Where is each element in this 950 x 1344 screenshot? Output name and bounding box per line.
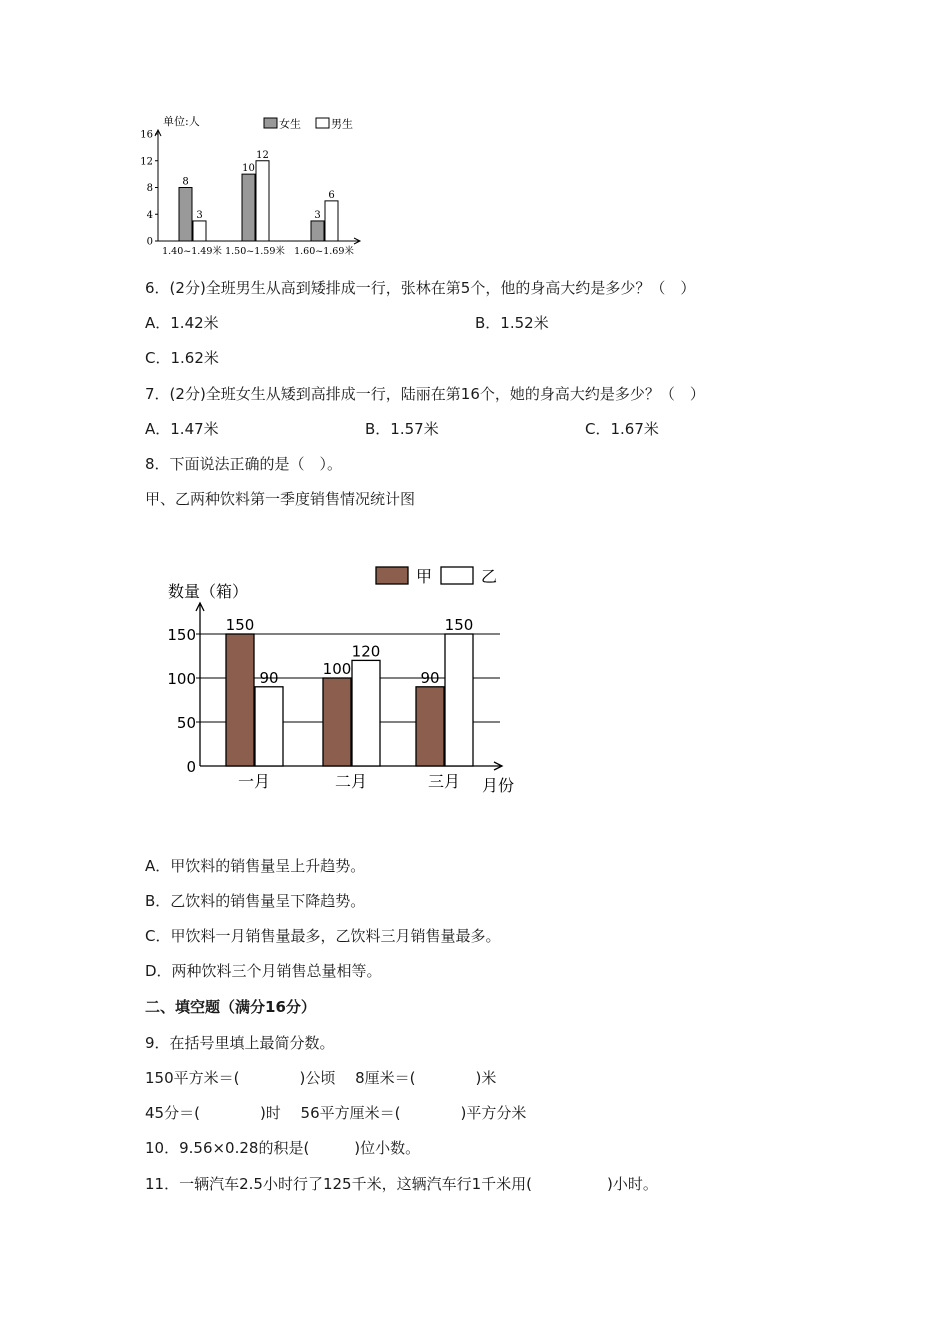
x-tick-label: 1.60~1.69米	[294, 246, 354, 257]
y-tick-label: 0	[146, 236, 153, 248]
legend-swatch	[316, 118, 329, 128]
q9-line-1: 150平方米＝( )公顷 8厘米＝( )米	[145, 1069, 497, 1087]
bar	[255, 687, 283, 766]
q9-line-2: 45分＝( )时 56平方厘米＝( )平方分米	[145, 1104, 527, 1122]
q8-option-c: C．甲饮料一月销售量最多，乙饮料三月销售量最多。	[145, 927, 501, 945]
y-axis-label: 数量（箱）	[168, 582, 249, 601]
q6-option-a: A．1.42米	[145, 314, 219, 332]
sales-bar-chart	[160, 555, 530, 800]
question-10: 10．9.56×0.28的积是( )位小数。	[145, 1139, 421, 1157]
bar	[445, 634, 473, 766]
legend-swatch	[441, 567, 473, 584]
bar	[242, 174, 255, 241]
y-tick-label: 16	[140, 129, 153, 141]
y-tick-label: 0	[186, 758, 196, 776]
legend-label: 女生	[279, 117, 301, 131]
q8-option-a: A．甲饮料的销售量呈上升趋势。	[145, 857, 366, 875]
bar-value-label: 150	[225, 616, 255, 634]
bar	[416, 687, 444, 766]
x-axis-label: 月份	[482, 776, 515, 795]
q8-option-d: D．两种饮料三个月销售总量相等。	[145, 962, 382, 980]
bar-value-label: 6	[328, 189, 335, 201]
legend-label: 男生	[331, 117, 353, 131]
x-tick-label: 1.50~1.59米	[225, 246, 285, 257]
bar-value-label: 3	[196, 209, 203, 221]
x-tick-label: 三月	[427, 772, 461, 791]
bar	[226, 634, 254, 766]
bar	[256, 161, 269, 241]
x-tick-label: 二月	[334, 772, 368, 791]
y-tick-label: 8	[146, 183, 153, 194]
chart2-title: 甲、乙两种饮料第一季度销售情况统计图	[145, 490, 416, 508]
x-tick-label: 一月	[237, 772, 271, 791]
question-7: 7．(2分)全班女生从矮到高排成一行，陆丽在第16个，她的身高大约是多少？（ ）	[145, 385, 705, 403]
bar-value-label: 8	[182, 176, 189, 188]
question-11: 11．一辆汽车2.5小时行了125千米，这辆汽车行1千米用( )小时。	[145, 1175, 658, 1193]
y-tick-label: 100	[167, 670, 196, 688]
y-tick-label: 50	[176, 714, 196, 732]
bar-value-label: 150	[444, 616, 474, 634]
section-heading: 二、填空题（满分16分）	[145, 998, 316, 1016]
bar-value-label: 90	[420, 668, 440, 687]
y-tick-label: 150	[167, 626, 196, 644]
q7-option-c: C．1.67米	[585, 420, 659, 438]
bar-value-label: 3	[314, 209, 321, 221]
bar-value-label: 90	[259, 668, 279, 687]
q7-option-b: B．1.57米	[365, 420, 439, 438]
q6-option-c: C．1.62米	[145, 349, 219, 367]
y-axis-label: 单位:人	[163, 115, 200, 128]
legend-label: 甲	[416, 567, 433, 586]
bar	[193, 221, 206, 241]
bar-value-label: 120	[351, 642, 381, 661]
x-tick-label: 1.40~1.49米	[162, 246, 222, 257]
legend-swatch	[264, 118, 277, 128]
bar-value-label: 100	[322, 660, 352, 678]
bar-value-label: 12	[256, 149, 269, 161]
bar	[323, 678, 351, 766]
question-9: 9．在括号里填上最简分数。	[145, 1034, 335, 1052]
bar	[311, 221, 324, 241]
bar	[325, 201, 338, 241]
legend-label: 乙	[481, 567, 498, 586]
q7-option-a: A．1.47米	[145, 420, 219, 438]
y-tick-label: 4	[146, 209, 153, 221]
question-8: 8．下面说法正确的是（ ）。	[145, 455, 343, 473]
question-6: 6．(2分)全班男生从高到矮排成一行，张林在第5个，他的身高大约是多少？（ ）	[145, 279, 696, 297]
legend-swatch	[376, 567, 408, 584]
bar	[352, 660, 380, 766]
bar	[179, 188, 192, 242]
y-tick-label: 12	[140, 156, 153, 168]
q8-option-b: B．乙饮料的销售量呈下降趋势。	[145, 892, 366, 910]
q6-option-b: B．1.52米	[475, 314, 549, 332]
height-bar-chart	[138, 108, 368, 260]
bar-value-label: 10	[242, 163, 255, 175]
